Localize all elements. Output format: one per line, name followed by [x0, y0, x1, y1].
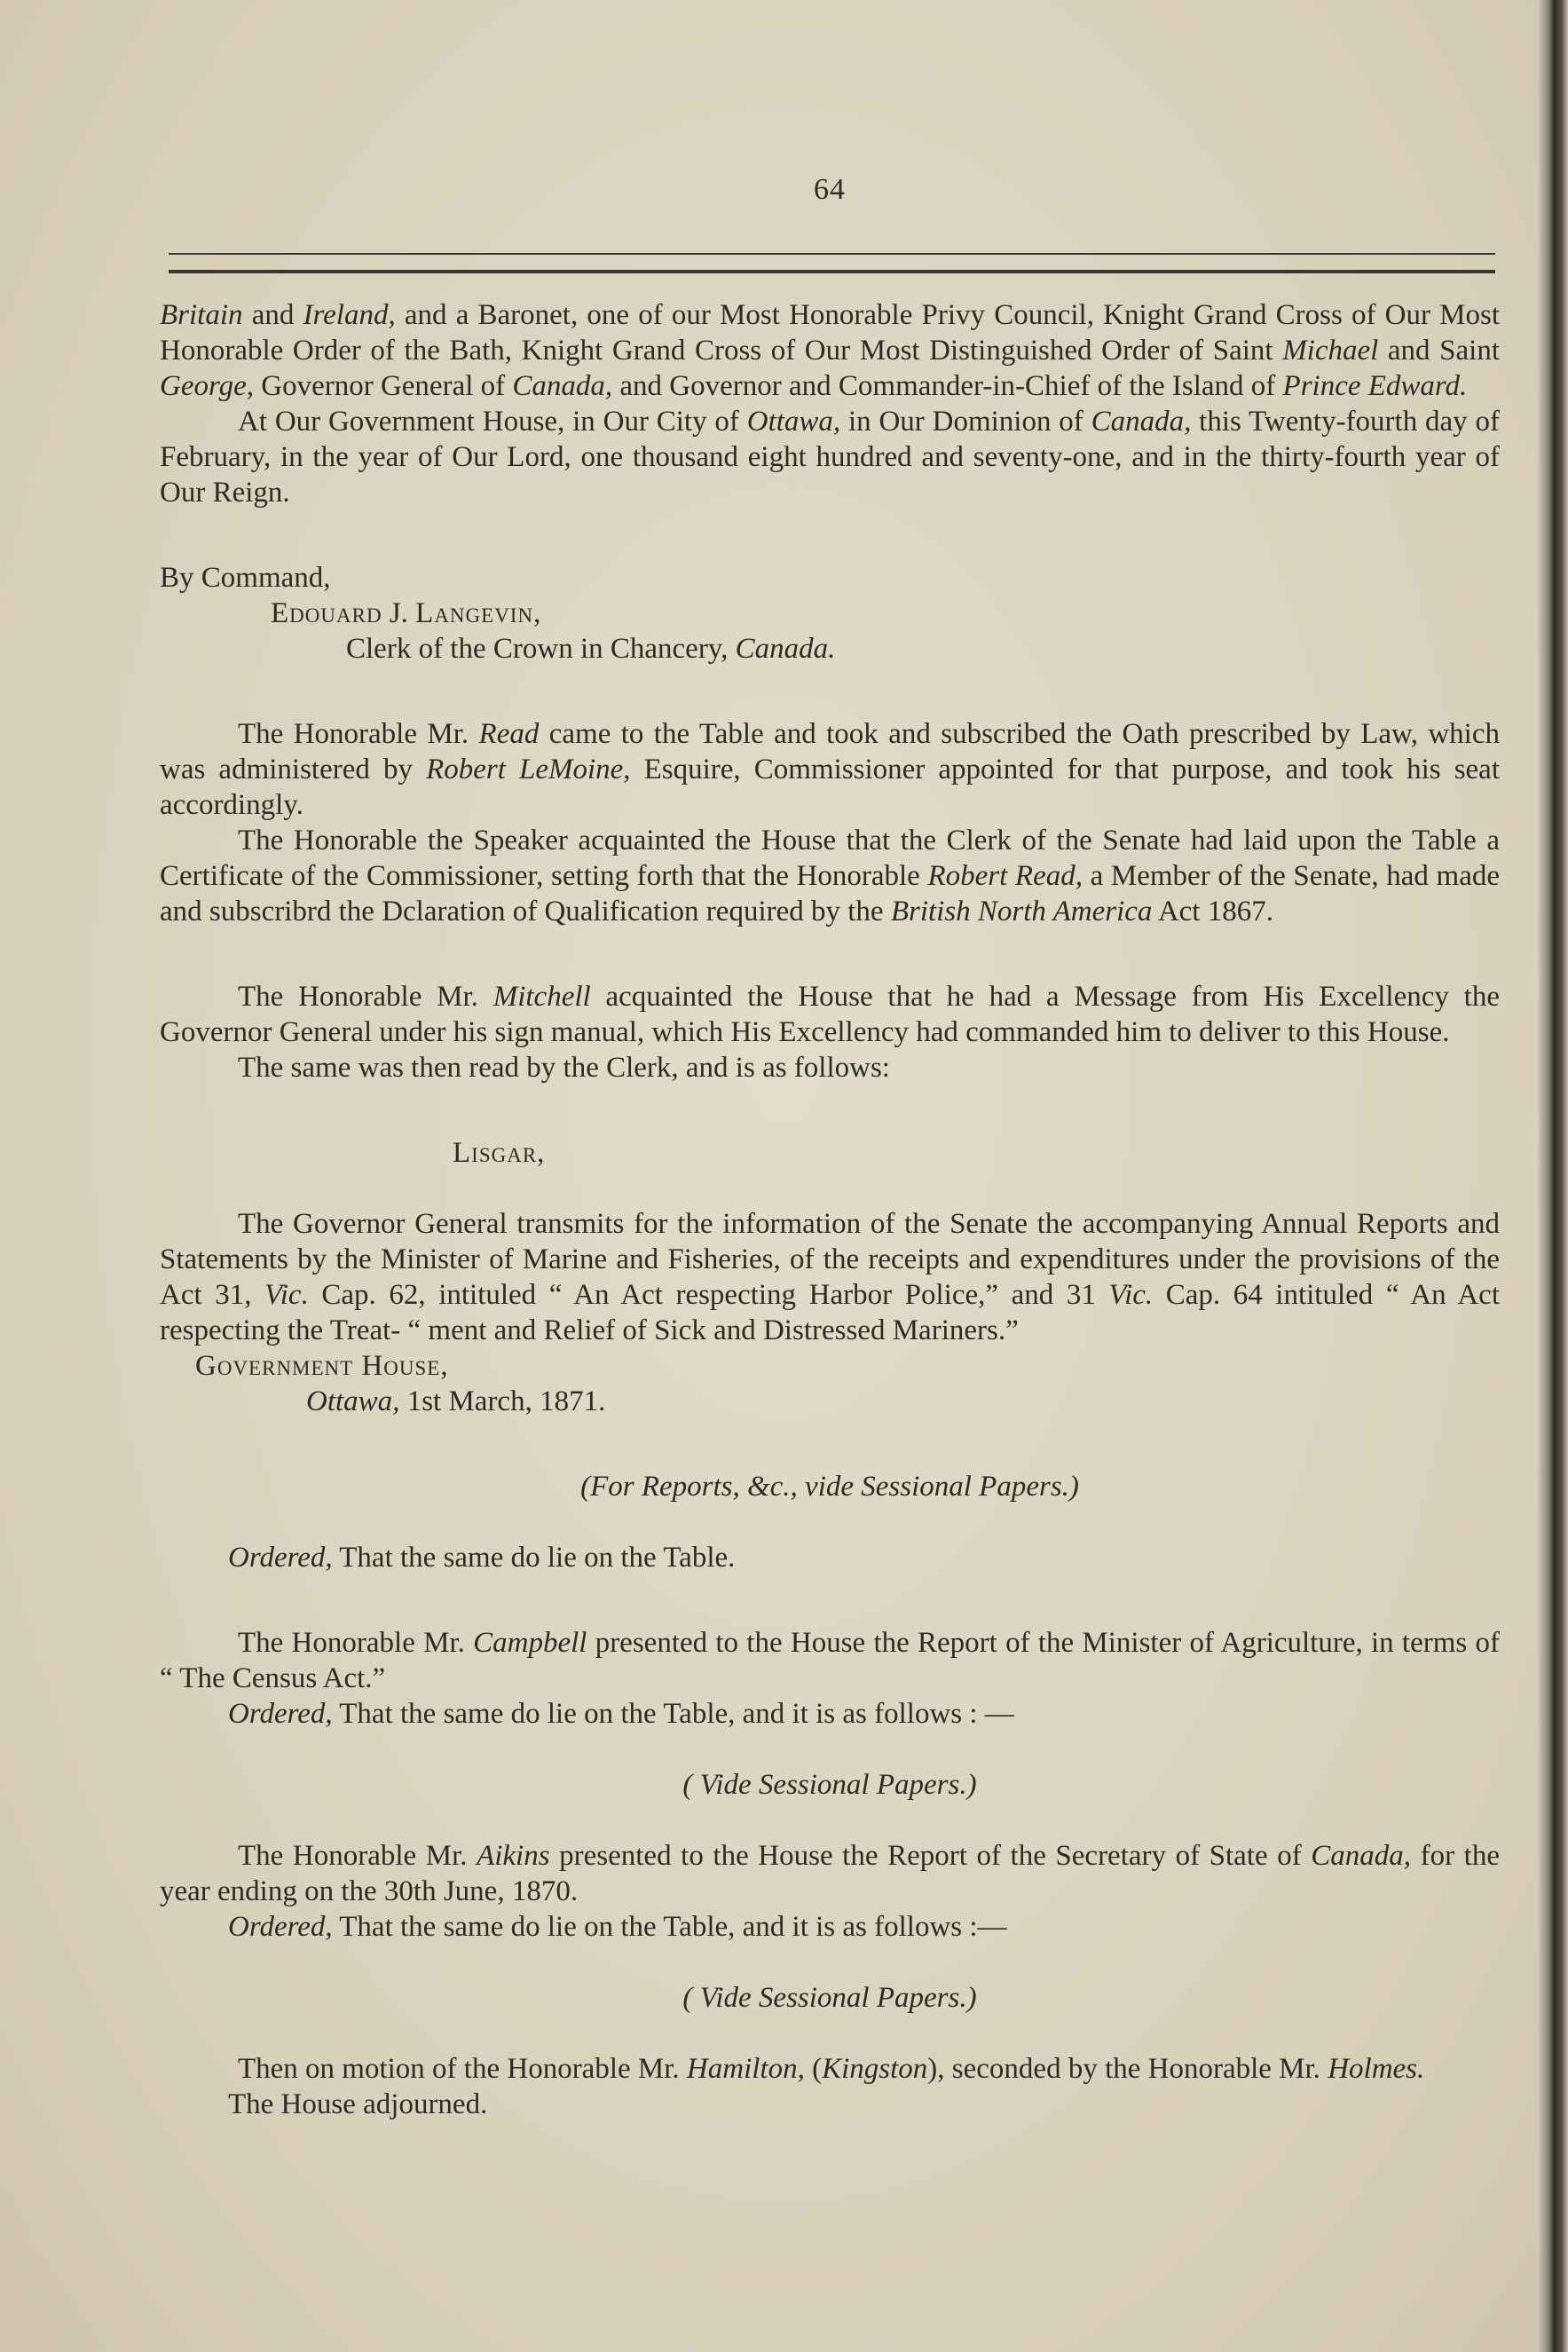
ordered-3: Ordered, That the same do lie on the Table, and it is as follows :—: [228, 1911, 1007, 1943]
header-rule-thin: [169, 253, 1495, 255]
paragraph-mitchell: The Honorable Mr. Mitchell acquainted the House that he had a Message from His Excellency the Governor General under his sign manual, which His Excellency had commanded him to deliver to this House.: [160, 981, 1500, 1048]
message-date: Ottawa, 1st March, 1871.: [306, 1385, 606, 1417]
page-body: [160, 297, 1500, 2122]
message-signature: Lisgar,: [453, 1137, 546, 1169]
vide-sessional-2: ( Vide Sessional Papers.): [682, 1982, 977, 2014]
binding-edge: [1538, 0, 1568, 2352]
paragraph-speaker: The Honorable the Speaker acquainted the House that the Clerk of the Senate had laid upon the Table a Certificate of the Commissioner, setting forth that the Honorable Robert Read, a Member of the Senate, had made and subscribrd the Dclaration of Qualification required by the British North America Act 1867.: [160, 825, 1500, 927]
signatory-title: Clerk of the Crown in Chancery, Canada.: [346, 633, 836, 665]
by-command: By Command,: [160, 562, 331, 594]
paragraph-hamilton: Then on motion of the Honorable Mr. Hamilton, (Kingston), seconded by the Honorable Mr. Holmes.: [238, 2053, 1425, 2085]
adjourned: The House adjourned.: [228, 2088, 488, 2120]
message-place: Government House,: [195, 1350, 449, 1382]
message-body: The Governor General transmits for the information of the Senate the accompanying Annual Reports and Statements by the Minister of Marine and Fisheries, of the receipts and expenditures under the provisions of the Act 31, Vic. Cap. 62, intituled “ An Act respecting Harbor Police,” and 31 Vic. Cap. 64 intituled “ An Act respecting the Treat- “ ment and Relief of Sick and Distressed Mariners.”: [160, 1208, 1500, 1346]
paragraph-proclamation-end: Britain and Ireland, and a Baronet, one of our Most Honorable Privy Council, Knight Grand Cross of Our Most Honorable Order of the Bath, Knight Grand Cross of Our Most Distinguished Order of Saint Michael and Saint George, Governor General of Canada, and Governor and Commander-in-Chief of the Island of Prince Edward.: [160, 299, 1500, 402]
header-rule-thick: [169, 270, 1495, 273]
page-number: 64: [814, 173, 846, 206]
paragraph-campbell: The Honorable Mr. Campbell presented to the House the Report of the Minister of Agriculture, in terms of “ The Census Act.”: [160, 1627, 1500, 1694]
signatory-name: Edouard J. Langevin,: [271, 597, 542, 629]
vide-sessional-1: ( Vide Sessional Papers.): [682, 1769, 977, 1801]
paragraph-given-at: At Our Government House, in Our City of Ottawa, in Our Dominion of Canada, this Twenty-fourth day of February, in the year of Our Lord, one thousand eight hundred and seventy-one, and in the thirty-fourth year of Our Reign.: [160, 406, 1500, 509]
paragraph-read-clerk: The same was then read by the Clerk, and is as follows:: [238, 1052, 890, 1084]
paragraph-read-oath: The Honorable Mr. Read came to the Table and took and subscribed the Oath prescribed by Law, which was administered by Robert LeMoine, Esquire, Commissioner appointed for that purpose, and took his seat accordingly.: [160, 718, 1500, 821]
ordered-1: Ordered, That the same do lie on the Table.: [228, 1542, 736, 1574]
vide-reports: (For Reports, &c., vide Sessional Papers.): [580, 1471, 1079, 1503]
paragraph-aikins: The Honorable Mr. Aikins presented to the House the Report of the Secretary of State of Canada, for the year ending on the 30th June, 1870.: [160, 1840, 1500, 1907]
ordered-2: Ordered, That the same do lie on the Table, and it is as follows : —: [228, 1698, 1014, 1730]
